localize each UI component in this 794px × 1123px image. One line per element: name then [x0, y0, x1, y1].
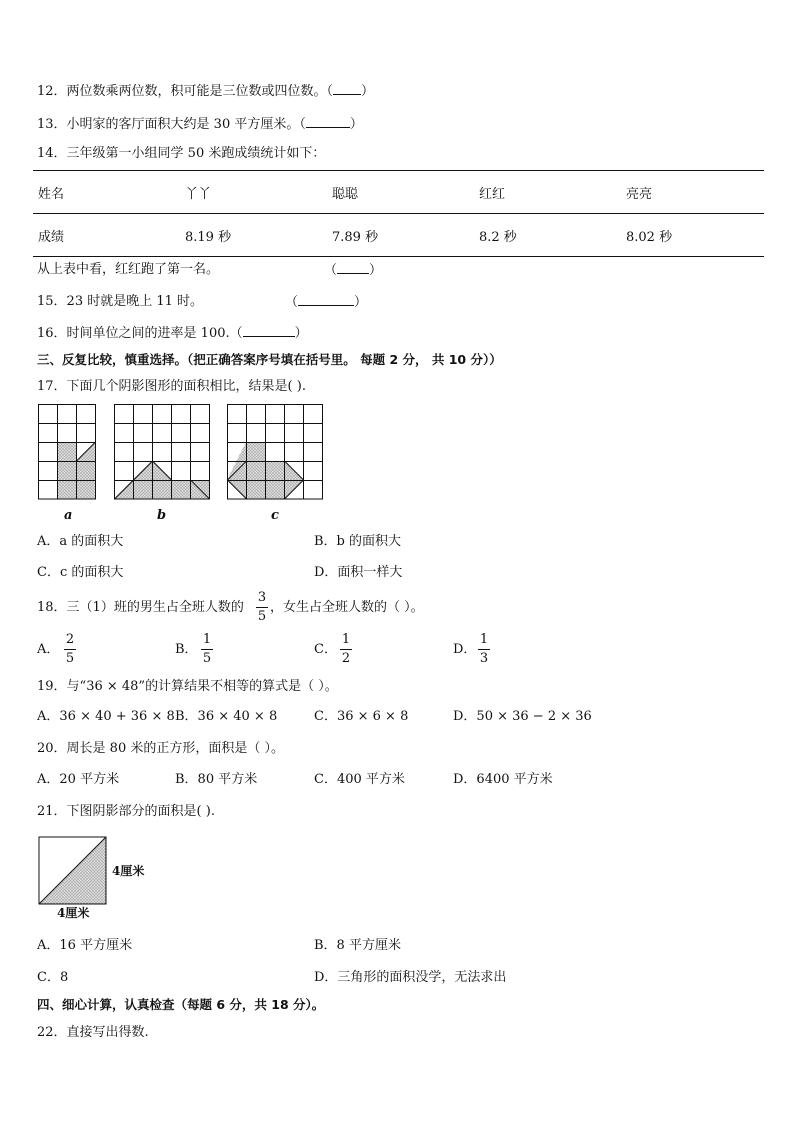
option-b[interactable]: B．8 平方厘米 [314, 938, 401, 953]
grid-figure-c [227, 403, 324, 500]
option-c[interactable]: C．8 [37, 970, 69, 985]
question-13-text: 13．小明家的客厅面积大约是 30 平方厘米。（ [37, 117, 306, 132]
table-cell: 亮亮 [621, 171, 764, 214]
option-c-fraction[interactable]: 1 2 [341, 632, 351, 666]
question-20-text: 20．周长是 80 米的正方形，面积是（ ）。 [37, 741, 284, 756]
option-a[interactable]: A．20 平方米 [37, 772, 120, 787]
option-d[interactable]: D．6400 平方米 [453, 772, 553, 787]
question-19-text: 19．与“36 × 48”的计算结果不相等的算式是（ ）。 [37, 679, 338, 694]
option-c[interactable]: C．c 的面积大 [37, 565, 124, 580]
table-header-row [33, 171, 764, 214]
answer-blank[interactable] [333, 83, 361, 95]
option-d[interactable]: D．面积一样大 [314, 565, 403, 580]
question-13: 13．小明家的客厅面积大约是 30 平方厘米。（ ） [37, 117, 363, 132]
fraction-three-fifths: 3 5 [257, 590, 267, 624]
option-d-label[interactable]: D． [453, 642, 477, 657]
option-b[interactable]: B．80 平方米 [175, 772, 258, 787]
question-12: 12．两位数乘两位数，积可能是三位数或四位数。（ ） [37, 84, 375, 99]
answer-paren: （ ） [285, 295, 368, 310]
table-row [33, 214, 764, 257]
answer-blank[interactable] [306, 116, 350, 128]
question-18-prefix: 18．三（1）班的男生占全班人数的 [37, 600, 244, 615]
square-figure [38, 836, 108, 906]
side-length-label: 4厘米 [112, 864, 145, 878]
option-b[interactable]: B．36 × 40 × 8 [175, 709, 278, 724]
option-a[interactable]: A．16 平方厘米 [37, 938, 133, 953]
table-cell: 聪聪 [327, 171, 474, 214]
option-a[interactable]: A．36 × 40 + 36 × 8 [37, 709, 175, 724]
option-d-fraction[interactable]: 1 3 [479, 632, 489, 666]
option-b-fraction[interactable]: 1 5 [202, 632, 212, 666]
table-cell: 8.02 秒 [621, 214, 764, 257]
question-21-text: 21．下图阴影部分的面积是( ). [37, 804, 215, 819]
answer-blank[interactable] [243, 325, 295, 337]
table-cell: 丫丫 [180, 171, 327, 214]
table-cell: 7.89 秒 [327, 214, 474, 257]
table-cell: 8.2 秒 [474, 214, 621, 257]
option-b[interactable]: B．b 的面积大 [314, 534, 402, 549]
question-12-text: 12．两位数乘两位数，积可能是三位数或四位数。（ [37, 84, 334, 99]
table-cell: 8.19 秒 [180, 214, 327, 257]
question-18-suffix: ，女生占全班人数的（ ）。 [270, 600, 424, 615]
option-d[interactable]: D．50 × 36 − 2 × 36 [453, 709, 592, 724]
score-table [33, 170, 764, 257]
question-16: 16．时间单位之间的进率是 100.（ ） [37, 326, 308, 341]
option-b-label[interactable]: B． [175, 642, 198, 657]
bottom-length-label: 4厘米 [57, 906, 90, 920]
question-17-text: 17．下面几个阴影图形的面积相比，结果是( ). [37, 379, 306, 394]
option-c[interactable]: C．400 平方米 [314, 772, 405, 787]
answer-blank[interactable] [298, 294, 354, 306]
answer-blank[interactable] [337, 262, 369, 274]
answer-paren: （ ） [324, 263, 383, 278]
option-c-label[interactable]: C． [314, 642, 337, 657]
figure-label-a: a [64, 508, 73, 523]
grid-figure-a [38, 403, 98, 500]
table-cell: 红红 [474, 171, 621, 214]
question-14-statement: 从上表中看，红红跑了第一名。 [37, 262, 220, 277]
table-cell: 姓名 [33, 171, 180, 214]
figure-label-c: c [271, 508, 279, 523]
option-d[interactable]: D．三角形的面积没学，无法求出 [314, 970, 507, 985]
section-3-heading: 三、反复比较，慎重选择。（把正确答案序号填在括号里。 每题 2 分， 共 10 分）） [37, 352, 502, 367]
option-a[interactable]: A．a 的面积大 [37, 534, 124, 549]
question-22-text: 22．直接写出得数. [37, 1025, 149, 1040]
option-a-label[interactable]: A． [37, 642, 60, 657]
grid-figure-b [114, 403, 211, 500]
figure-label-b: b [157, 508, 167, 523]
option-a-fraction[interactable]: 2 5 [65, 632, 75, 666]
question-15-text: 15．23 时就是晚上 11 时。 [37, 294, 204, 309]
table-cell: 成绩 [33, 214, 180, 257]
option-c[interactable]: C．36 × 6 × 8 [314, 709, 409, 724]
question-14-text: 14．三年级第一小组同学 50 米跑成绩统计如下： [37, 146, 326, 161]
section-4-heading: 四、细心计算，认真检查（每题 6 分，共 18 分）。 [37, 997, 325, 1012]
question-16-text: 16．时间单位之间的进率是 100.（ [37, 326, 243, 341]
